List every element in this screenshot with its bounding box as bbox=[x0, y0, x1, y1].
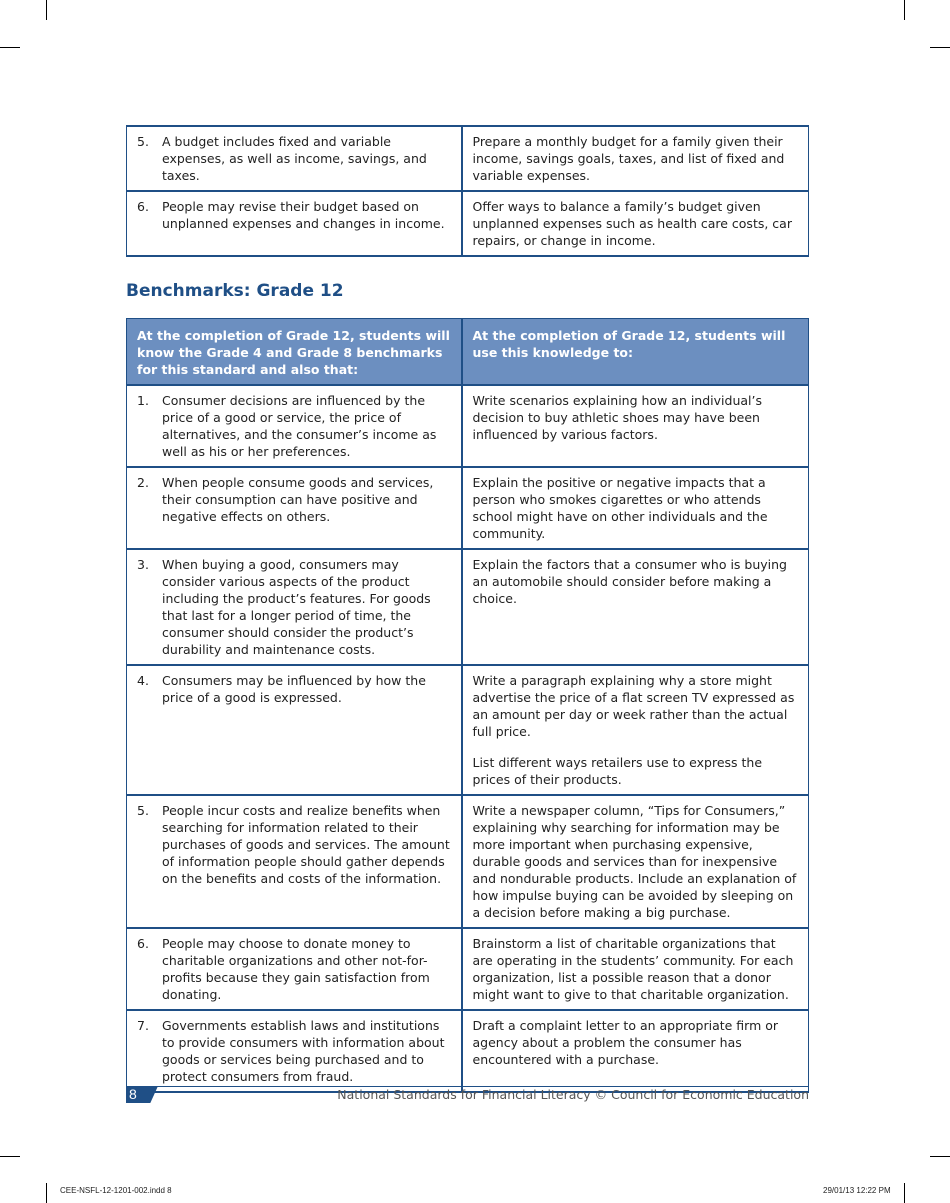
knowledge-cell bbox=[127, 467, 462, 549]
knowledge-text: A budget includes fixed and variable expenses, as well as income, savings, and taxes. bbox=[162, 134, 427, 183]
table-row bbox=[127, 928, 809, 1010]
activity-text: Offer ways to balance a family’s budget given unplanned expenses such as health care costs, car repairs, or change in income. bbox=[472, 199, 792, 248]
knowledge-text: When buying a good, consumers may consider various aspects of the product including the product’s features. For goods that last for a longer period of time, the consumer should consider the product’s durability and maintenance costs. bbox=[162, 557, 431, 657]
table-header-row bbox=[127, 319, 809, 386]
page-number: 8 bbox=[129, 1086, 137, 1102]
activity-cell bbox=[462, 795, 809, 928]
footer-credit: National Standards for Financial Literacy © Council for Economic Education bbox=[337, 1087, 809, 1102]
table-row bbox=[127, 1010, 809, 1092]
table-row bbox=[127, 549, 809, 665]
activity-cell bbox=[462, 665, 809, 795]
knowledge-text: Consumers may be influenced by how the price of a good is expressed. bbox=[162, 673, 426, 705]
item-number: 6. bbox=[137, 199, 149, 214]
section-heading: Benchmarks: Grade 12 bbox=[126, 281, 344, 301]
knowledge-cell bbox=[127, 795, 462, 928]
item-number: 4. bbox=[137, 673, 149, 688]
knowledge-text: Governments establish laws and institutions to provide consumers with information about goods or services being purchased and to protect consumers from fraud. bbox=[162, 1018, 445, 1084]
crop-mark bbox=[46, 0, 47, 20]
print-slug-date: 29/01/13 12:22 PM bbox=[823, 1186, 891, 1195]
activity-cell bbox=[462, 467, 809, 549]
crop-mark bbox=[904, 0, 905, 20]
activity-cell bbox=[462, 126, 809, 191]
activity-cell bbox=[462, 385, 809, 467]
knowledge-text: People incur costs and realize benefits when searching for information related to their purchases of goods and services. The amount of information people should gather depends on the benefits and costs of the information. bbox=[162, 803, 450, 886]
item-number: 6. bbox=[137, 936, 149, 951]
activity-text: Write a newspaper column, “Tips for Consumers,” explaining why searching for information may be more important when purchasing expensive, durable goods and services than for inexpensive and nondurable products. Include an explanation of how impulse buying can be avoided by sleeping on a decision before making a big purchase. bbox=[472, 803, 797, 920]
table-row bbox=[127, 126, 809, 191]
table-row bbox=[127, 795, 809, 928]
knowledge-cell bbox=[127, 1010, 462, 1092]
item-number: 5. bbox=[137, 134, 149, 149]
header-activity: At the completion of Grade 12, students will use this knowledge to: bbox=[462, 319, 809, 386]
knowledge-text: When people consume goods and services, their consumption can have positive and negative effects on others. bbox=[162, 475, 434, 524]
table-row bbox=[127, 467, 809, 549]
knowledge-cell bbox=[127, 928, 462, 1010]
crop-mark bbox=[0, 47, 20, 48]
benchmarks-table-grade8-continued bbox=[126, 125, 809, 257]
item-number: 1. bbox=[137, 393, 149, 408]
activity-text: Draft a complaint letter to an appropriate firm or agency about a problem the consumer has encountered with a purchase. bbox=[472, 1018, 779, 1067]
activity-cell bbox=[462, 191, 809, 256]
activity-cell bbox=[462, 549, 809, 665]
header-knowledge: At the completion of Grade 12, students will know the Grade 4 and Grade 8 benchmarks for this standard and also that: bbox=[127, 319, 462, 386]
activity-text: List different ways retailers use to express the prices of their products. bbox=[472, 755, 763, 787]
table-row bbox=[127, 191, 809, 256]
benchmarks-table-grade12 bbox=[126, 318, 809, 1093]
activity-cell bbox=[462, 928, 809, 1010]
activity-text: Brainstorm a list of charitable organizations that are operating in the students’ community. For each organization, list a possible reason that a donor might want to give to that charitable organization. bbox=[472, 936, 794, 1002]
activity-text: Write a paragraph explaining why a store might advertise the price of a flat screen TV expressed as an amount per day or week rather than the actual full price. bbox=[472, 673, 795, 739]
knowledge-cell bbox=[127, 191, 462, 256]
activity-cell bbox=[462, 1010, 809, 1092]
crop-mark bbox=[0, 1156, 20, 1157]
crop-mark bbox=[46, 1183, 47, 1203]
knowledge-text: Consumer decisions are influenced by the price of a good or service, the price of alternatives, and the consumer’s income as well as his or her preferences. bbox=[162, 393, 437, 459]
crop-mark bbox=[930, 47, 950, 48]
item-number: 2. bbox=[137, 475, 149, 490]
item-number: 7. bbox=[137, 1018, 149, 1033]
activity-text: Explain the positive or negative impacts that a person who smokes cigarettes or who attends school might have on other individuals and the community. bbox=[472, 475, 768, 541]
activity-text: Prepare a monthly budget for a family given their income, savings goals, taxes, and list of fixed and variable expenses. bbox=[472, 134, 785, 183]
item-number: 5. bbox=[137, 803, 149, 818]
item-number: 3. bbox=[137, 557, 149, 572]
table-row bbox=[127, 385, 809, 467]
activity-text: Explain the factors that a consumer who is buying an automobile should consider before making a choice. bbox=[472, 557, 787, 606]
crop-mark bbox=[930, 1156, 950, 1157]
activity-text: Write scenarios explaining how an individual’s decision to buy athletic shoes may have been influenced by various factors. bbox=[472, 393, 762, 442]
knowledge-text: People may choose to donate money to charitable organizations and other not-for-profits because they gain satisfaction from donating. bbox=[162, 936, 430, 1002]
knowledge-text: People may revise their budget based on unplanned expenses and changes in income. bbox=[162, 199, 445, 231]
knowledge-cell bbox=[127, 665, 462, 795]
knowledge-cell bbox=[127, 385, 462, 467]
knowledge-cell bbox=[127, 126, 462, 191]
knowledge-cell bbox=[127, 549, 462, 665]
crop-mark bbox=[904, 1183, 905, 1203]
table-row bbox=[127, 665, 809, 795]
print-slug-file: CEE-NSFL-12-1201-002.indd 8 bbox=[60, 1186, 172, 1195]
